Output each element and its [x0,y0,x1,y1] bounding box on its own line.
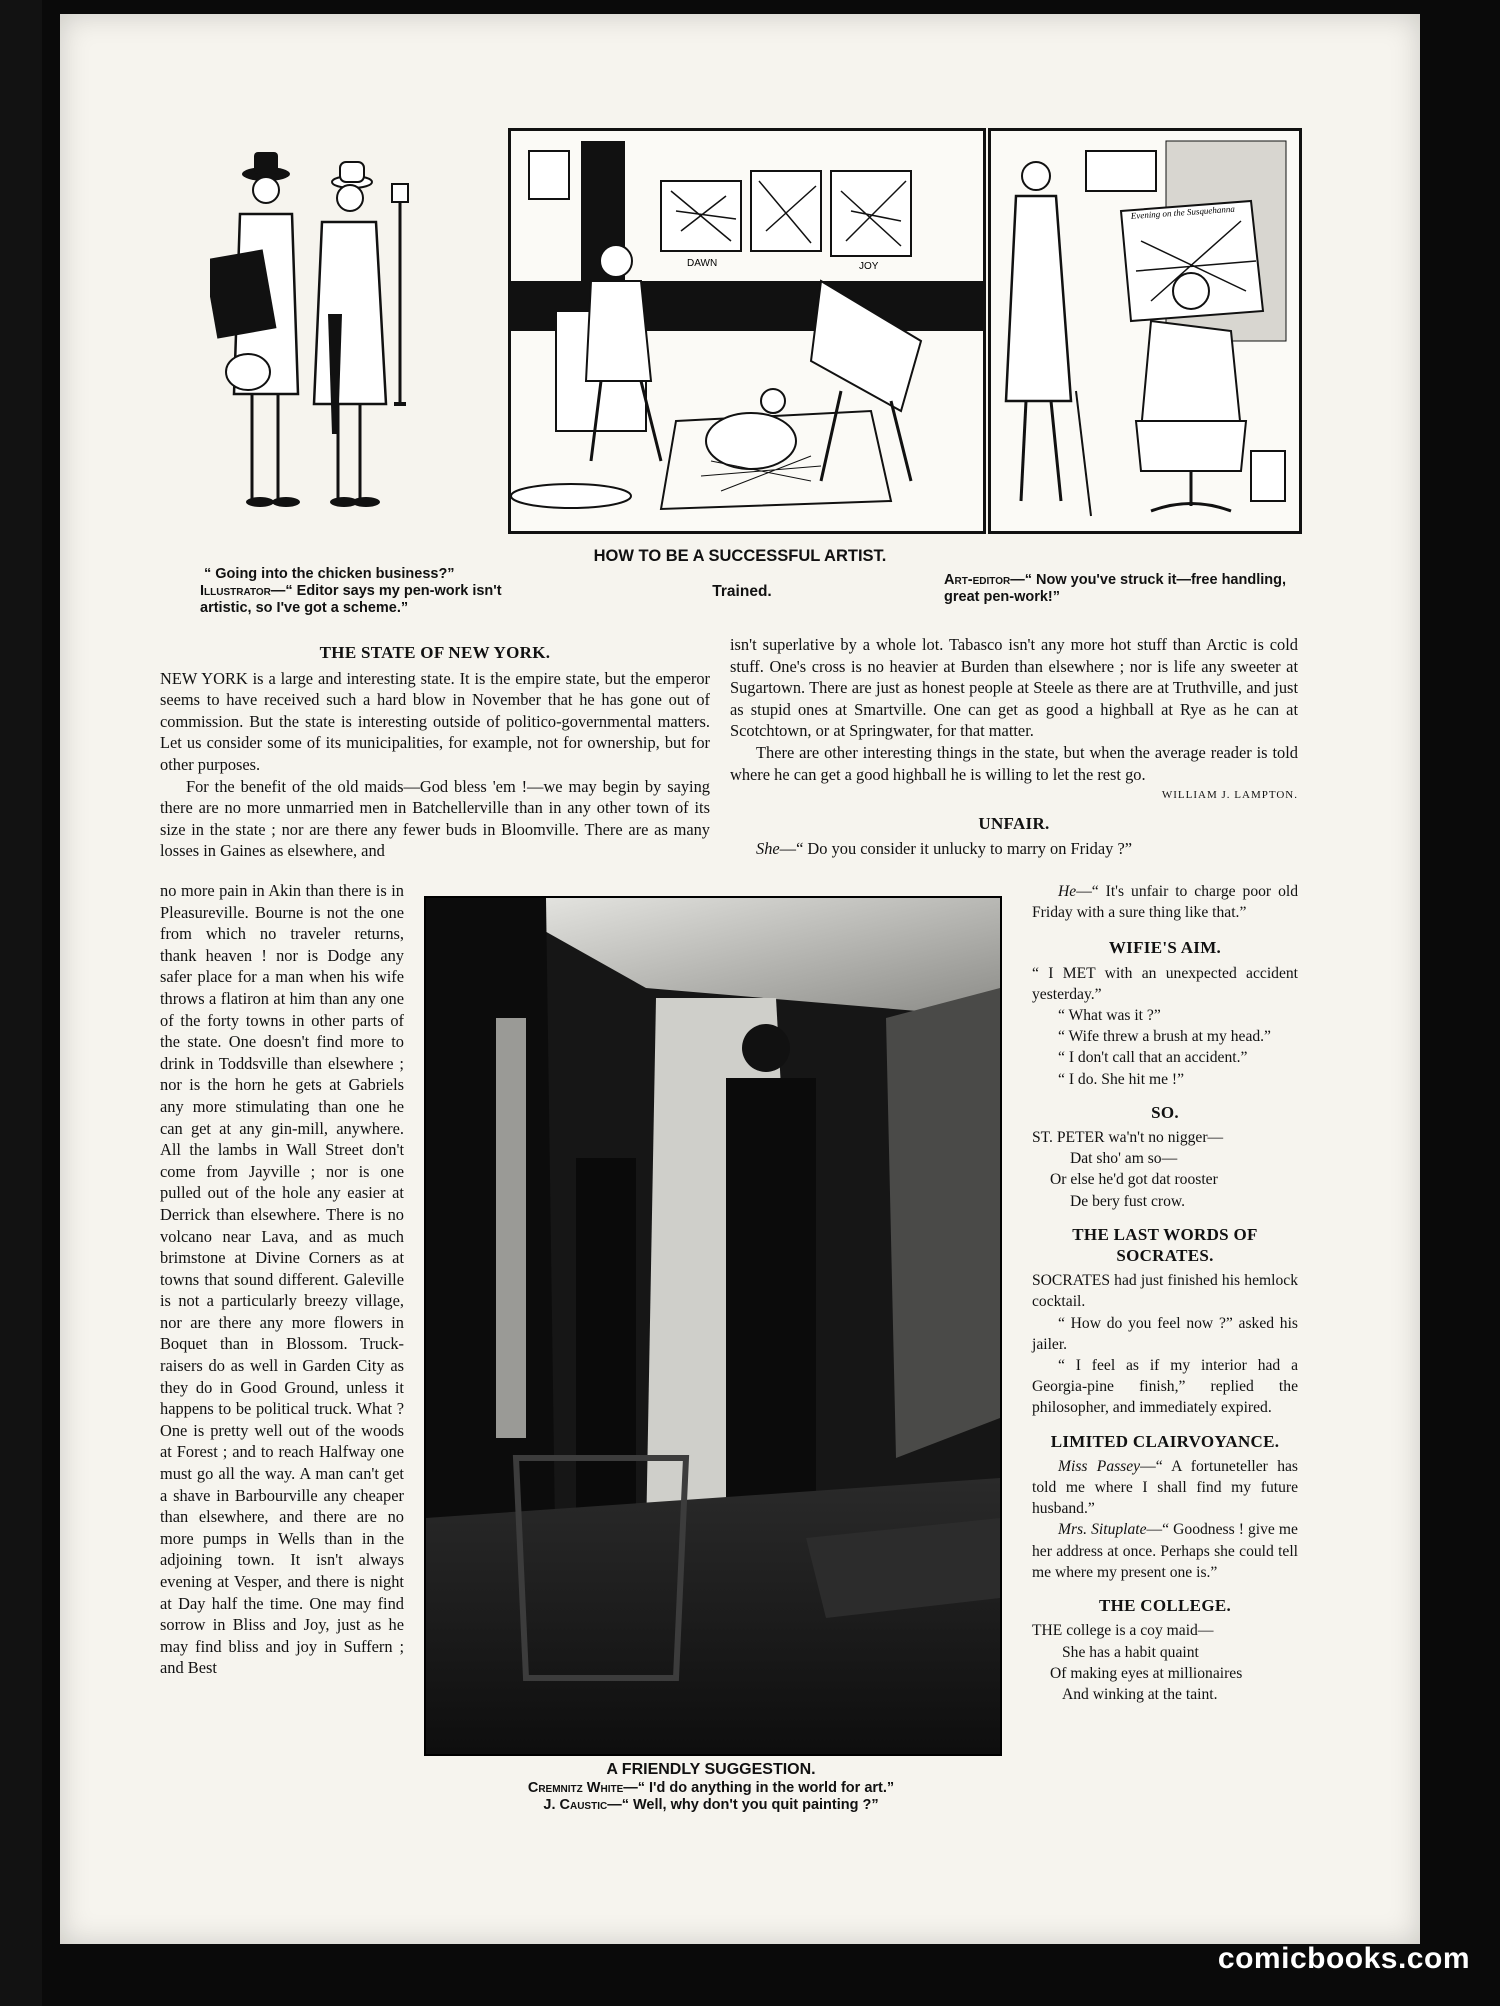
photo-caption [424,1780,998,1814]
clairvoyance-miss [1032,1456,1298,1520]
socrates-p1: SOCRATES had just finished his hemlock cocktail. [1032,1272,1298,1311]
sign-dawn: DAWN [687,258,718,269]
photo-speaker-2: J. Caustic [543,1797,608,1813]
heading-unfair: UNFAIR. [978,813,1050,833]
college-v4: And winking at the taint. [1062,1685,1218,1703]
unfair-he-text: —“ It's unfair to charge poor old Friday with a sure thing like that.” [1032,883,1298,922]
caption-panel-1-question: “ Going into the chicken business?” [204,566,455,582]
state-of-ny-p1: NEW YORK is a large and interesting state. It is the empire state, but the emperor seems to have received such a hard blow in November that he has gone out of commission. But the state is interesting outside of politico-governmental matters. Let us consider some of its municipalities, for example, not for ownership, but for other purposes. [160,668,710,774]
heading-college: THE COLLEGE. [1098,1596,1232,1616]
clairvoyance-mrs-label: Mrs. Situplate [1058,1521,1147,1539]
caption-panel-3-text: —“ Now you've struck it—free handling, great pen-work!” [944,572,1287,605]
heading-clairvoyance: LIMITED CLAIRVOYANCE. [1050,1431,1280,1451]
so-v2: Dat sho' am so— [1070,1150,1178,1168]
so-v3: Or else he'd got dat rooster [1050,1171,1218,1189]
unfair-she-text: —“ Do you consider it unlucky to marry on Friday ?” [779,839,1132,859]
wifies-aim-l4: “ I don't call that an accident.” [1058,1049,1248,1067]
author-signature: WILLIAM J. LAMPTON. [1161,789,1298,802]
site-watermark: comicbooks.com [1217,1942,1470,1975]
unfair-he [1032,881,1298,923]
so-v1: ST. PETER wa'n't no nigger— [1032,1129,1224,1147]
state-of-ny-p2b: no more pain in Akin than there is in Pleasureville. Bourne is not the one from which no traveler returns, thank heaven ! nor is Dodge any safer place for a man when his wife throws a flatiron at him than any one of the forty towns in other parts of the state. One doesn't find more to drink in Toddsville than elsewhere ; nor is the horn he gets at Gabriels any more stimulating than one he can get at any gin-mill, anywhere. All the lambs in Wall Street don't come from Jayville ; nor is one pulled out of the hole any easier at Derrick than elsewhere. There is no volcano near Lava, and as much brimstone at Divine Corners as at towns that sound different. Galeville is not a particularly breezy village, nor are there any more flowers in Boquet than in Blossom. Truck-raisers do as well in Garden City as they do in Good Ground, unless it happens to be political truck. What ? One is pretty well out of the woods at Forest ; and to reach Halfway one must go all the way. A man can't get a shave in Barbourville any cheaper than elsewhere, and there are no more pumps in Wells than in the adjoining town. It isn't always evening at Vesper, and there is night at Day half the time. One may find sorrow in Bliss and Joy, just as he may find bliss and joy in Suffern ; and Best [160,881,404,1678]
scan-edge [0,0,42,2006]
caption-panel-3-speaker: Art-editor [944,572,1011,588]
caption-panel-1-answer: —“ Editor says my pen-work isn't artistic, so I've got a scheme.” [200,583,502,616]
photo-line-2: —“ Well, why don't you quit painting ?” [607,1797,879,1813]
unfair-she-label: She [756,839,780,859]
sign-joy: JOY [859,261,879,272]
wifies-aim-l3: “ Wife threw a brush at my head.” [1058,1028,1271,1046]
socrates-p2: “ How do you feel now ?” asked his jailer. [1032,1314,1298,1353]
wifies-aim-l1: “ I MET with an unexpected accident yesterday.” [1032,964,1298,1003]
college-v3: Of making eyes at millionaires [1050,1664,1243,1682]
article-state-of-ny-narrow [160,880,404,1679]
caption-panel-1-speaker: Illustrator [200,583,271,599]
clairvoyance-miss-text: —“ A fortuneteller has told me where I shall find my future husband.” [1032,1457,1298,1518]
cartoon-panel-art-editor [988,128,1302,534]
so-v4: De bery fust crow. [1070,1192,1186,1210]
cartoon-panel-trained [508,128,986,534]
article-state-of-ny-top [160,634,710,862]
heading-state-of-ny: THE STATE OF NEW YORK. [319,643,551,662]
clairvoyance-miss-label: Miss Passey [1058,1457,1141,1475]
college-v1: THE college is a coy maid— [1032,1622,1214,1640]
wifies-aim-l5: “ I do. She hit me !” [1058,1070,1185,1088]
photo-speaker-1: Cremnitz White [527,1780,624,1796]
cartoon-panel-chicken-business [210,134,420,524]
photo-line-1: —“ I'd do anything in the world for art.” [623,1780,895,1796]
state-of-ny-p2a: For the benefit of the old maids—God bless 'em !—we may begin by saying there are no more unmarried men in Batchellerville than in any other town of its size in the state ; nor are there any fewer buds in Bloomville. There are as many losses in Gaines as elsewhere, and [160,776,710,861]
heading-so: SO. [1151,1102,1179,1122]
socrates-p3: “ I feel as if my interior had a Georgia-pine finish,” replied the philosopher, and immediately expired. [1032,1357,1298,1417]
state-of-ny-p3: isn't superlative by a whole lot. Tabasco isn't any more hot stuff than Arctic is cold stuff. One's cross is no heavier at Burden than elsewhere ; nor is life any sweeter at Sugartown. There are just as honest people at Steele as there are at Truthville, and just as stupid ones at Smartville. One can get as good a highball at Rye as he can at Scotchtown, or at Springwater, for that matter. [730,635,1298,741]
right-narrow-column [1032,881,1298,1705]
photo-friendly-suggestion [424,896,1002,1756]
clairvoyance-mrs-text: —“ Goodness ! give me her address at once. Perhaps she could tell me where my present one is.” [1032,1521,1298,1581]
unfair-he-label: He [1058,883,1077,900]
caption-panel-1 [170,566,510,617]
article-state-of-ny-continued [730,634,1298,860]
college-v2: She has a habit quaint [1062,1643,1199,1661]
caption-panel-2: Trained. [712,583,772,600]
magazine-page [60,14,1420,1944]
drawing-title: Evening on the Susquehanna [1130,203,1236,221]
wifies-aim-l2: “ What was it ?” [1058,1007,1161,1025]
heading-socrates: THE LAST WORDS OF SOCRATES. [1072,1224,1258,1266]
photo-title: A FRIENDLY SUGGESTION. [606,1761,816,1778]
unfair-she [730,838,1298,860]
heading-wifies-aim: WIFIE'S AIM. [1108,938,1222,958]
clairvoyance-mrs [1032,1519,1298,1583]
caption-panel-3 [944,572,1298,606]
state-of-ny-p4: There are other interesting things in the state, but when the average reader is told where he can get a good highball he is willing to let the rest go. [730,742,1298,784]
cartoon-title: HOW TO BE A SUCCESSFUL ARTIST. [593,547,887,565]
